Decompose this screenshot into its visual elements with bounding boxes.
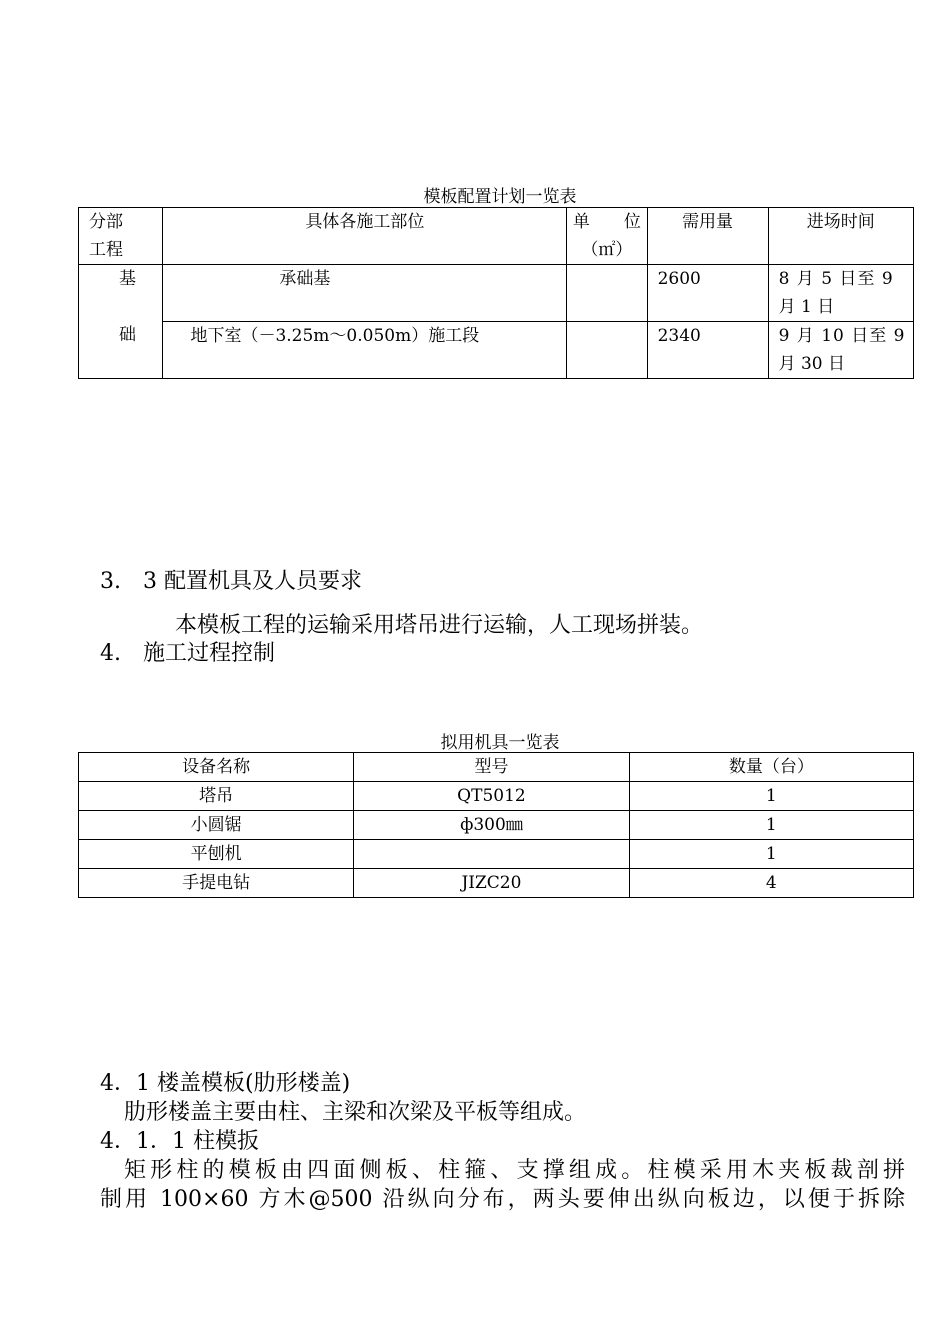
equipment-name-cell: 手提电钻: [79, 869, 354, 898]
table-row: [79, 869, 914, 898]
section-4-1-body: 肋形楼盖主要由柱、主梁和次梁及平板等组成。: [124, 1100, 587, 1125]
equipment-table: [78, 752, 914, 898]
schedule-cell: 9 月 10 日至 9 月 30 日: [768, 322, 913, 379]
table-row: [79, 782, 914, 811]
location-cell: 承础基: [163, 265, 567, 322]
section-4-heading: 4. 施工过程控制: [100, 641, 275, 666]
header-location: 具体各施工部位: [163, 208, 567, 265]
table-header-row: [79, 208, 914, 265]
quantity-cell: 2340: [647, 322, 768, 379]
table-row: [79, 322, 914, 379]
header-unit: 单 位 （㎡）: [567, 208, 647, 265]
unit-cell: [567, 265, 647, 322]
table-row: [79, 840, 914, 869]
header-count: 数量（台）: [629, 753, 913, 782]
formwork-plan-table: [78, 207, 914, 379]
table-row: [79, 811, 914, 840]
header-quantity: 需用量: [647, 208, 768, 265]
body-line-1: 矩形柱的模板由四面侧板、柱箍、支撑组成。柱模采用木夹板裁剖拼: [124, 1158, 905, 1183]
model-cell: QT5012: [354, 782, 629, 811]
count-cell: 4: [629, 869, 913, 898]
table-row: [79, 265, 914, 322]
equipment-table-caption: 拟用机具一览表: [440, 733, 560, 753]
equipment-name-cell: 塔吊: [79, 782, 354, 811]
formwork-table-caption: 模板配置计划一览表: [423, 187, 577, 207]
schedule-cell: 8 月 5 日至 9 月 1 日: [768, 265, 913, 322]
division-cell: 基 础: [79, 265, 163, 379]
section-4-1-1-heading: 4．1．1 柱模扳: [100, 1129, 259, 1154]
count-cell: 1: [629, 811, 913, 840]
section-4-1-heading: 4．1 楼盖模板(肋形楼盖): [100, 1071, 351, 1096]
header-schedule: 进场时间: [768, 208, 913, 265]
equipment-name-cell: 平刨机: [79, 840, 354, 869]
model-cell: ф300㎜: [354, 811, 629, 840]
location-cell: 地下室（－3.25m～0.050m）施工段: [163, 322, 567, 379]
header-equipment-name: 设备名称: [79, 753, 354, 782]
unit-cell: [567, 322, 647, 379]
body-line-2: 制用 100×60 方木@500 沿纵向分布，两头要伸出纵向板边，以便于拆除: [100, 1187, 905, 1212]
count-cell: 1: [629, 840, 913, 869]
table-header-row: [79, 753, 914, 782]
model-cell: JIZC20: [354, 869, 629, 898]
section-4-1-1-body: [100, 1156, 905, 1214]
section-3-3-body: 本模板工程的运输采用塔吊进行运输，人工现场拼装。: [175, 613, 704, 638]
count-cell: 1: [629, 782, 913, 811]
section-3-3-heading: 3. 3 配置机具及人员要求: [100, 569, 362, 594]
header-division: 分部 工程: [79, 208, 163, 265]
quantity-cell: 2600: [647, 265, 768, 322]
equipment-name-cell: 小圆锯: [79, 811, 354, 840]
header-model: 型号: [354, 753, 629, 782]
model-cell: [354, 840, 629, 869]
